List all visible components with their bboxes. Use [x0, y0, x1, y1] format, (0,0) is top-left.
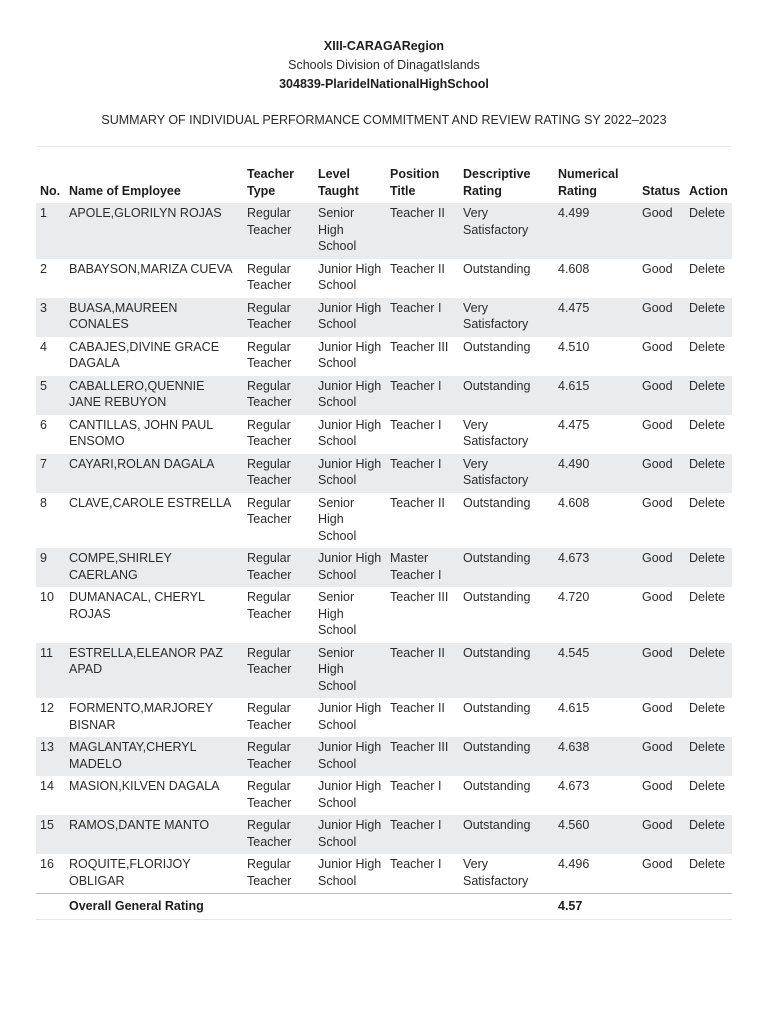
employee-name: FORMENTO,MARJOREY BISNAR: [69, 701, 213, 732]
teacher-type: Regular Teacher: [247, 779, 292, 810]
employee-name: ROQUITE,FLORIJOY OBLIGAR: [69, 857, 191, 888]
row-number: 7: [36, 454, 65, 493]
teacher-type: Regular Teacher: [243, 203, 314, 259]
position-title: Teacher III: [390, 590, 449, 604]
numerical-rating: 4.545: [554, 643, 638, 699]
overall-rating-row: [36, 894, 732, 920]
descriptive-rating: Very Satisfactory: [459, 203, 554, 259]
level-taught: Junior High School: [314, 815, 386, 854]
teacher-type: Regular Teacher: [247, 417, 292, 448]
status-text: Good: [638, 376, 685, 415]
teacher-type: Regular Teacher: [243, 643, 314, 699]
employee-name: CAYARI,ROLAN DAGALA: [65, 454, 243, 493]
descriptive-rating: Very Satisfactory: [459, 298, 554, 337]
table-row: [36, 776, 732, 815]
descriptive-rating: Outstanding: [459, 815, 554, 854]
numerical-rating: 4.608: [558, 495, 590, 510]
row-number: 15: [36, 815, 65, 854]
ipcrf-table: [36, 164, 732, 920]
level-taught: Senior High School: [318, 590, 357, 637]
column-header-action: Action: [689, 183, 728, 198]
table-row: [36, 415, 732, 454]
level-taught: Junior High School: [314, 737, 386, 776]
delete-action[interactable]: Delete: [689, 779, 726, 793]
position-title: Teacher II: [390, 495, 445, 510]
column-header-teacher-type: Teacher Type: [247, 167, 295, 198]
descriptive-rating: Outstanding: [463, 261, 531, 276]
delete-action[interactable]: Delete: [685, 815, 732, 854]
column-header-position-title: Position Title: [390, 167, 440, 198]
teacher-type: Regular Teacher: [247, 261, 292, 292]
level-taught: Junior High School: [314, 298, 386, 337]
table-row: [36, 376, 732, 415]
status-text: Good: [638, 815, 685, 854]
employee-name: ESTRELLA,ELEANOR PAZ APAD: [65, 643, 243, 699]
level-taught: Junior High School: [318, 779, 382, 810]
numerical-rating: 4.475: [554, 298, 638, 337]
table-row: [36, 337, 732, 376]
numerical-rating: 4.475: [558, 417, 590, 432]
status-text: Good: [642, 857, 673, 871]
employee-name: RAMOS,DANTE MANTO: [65, 815, 243, 854]
level-taught: Junior High School: [314, 454, 386, 493]
numerical-rating: 4.720: [558, 590, 590, 604]
table-header-row: [36, 164, 732, 203]
table-row: [36, 298, 732, 337]
row-number: 2: [40, 261, 47, 276]
status-text: Good: [642, 701, 673, 715]
employee-name: MAGLANTAY,CHERYL MADELO: [65, 737, 243, 776]
position-title: Teacher I: [390, 857, 442, 871]
row-number: 10: [40, 590, 54, 604]
region-title: XIII-CARAGARegion: [323, 39, 445, 53]
employee-name: MASION,KILVEN DAGALA: [69, 779, 220, 793]
row-number: 4: [40, 339, 47, 354]
division-title: Schools Division of DinagatIslands: [288, 58, 480, 72]
table-body: [36, 203, 732, 894]
row-number: 1: [36, 203, 65, 259]
descriptive-rating: Outstanding: [459, 737, 554, 776]
delete-action[interactable]: Delete: [685, 643, 732, 699]
level-taught: Senior High School: [314, 643, 386, 699]
status-text: Good: [638, 643, 685, 699]
delete-action[interactable]: Delete: [689, 417, 726, 432]
descriptive-rating: Outstanding: [463, 701, 531, 715]
employee-name: COMPE,SHIRLEY CAERLANG: [65, 548, 243, 587]
position-title: Teacher I: [390, 779, 442, 793]
descriptive-rating: Very Satisfactory: [463, 417, 529, 448]
teacher-type: Regular Teacher: [243, 737, 314, 776]
numerical-rating: 4.496: [558, 857, 590, 871]
descriptive-rating: Outstanding: [463, 590, 531, 604]
teacher-type: Regular Teacher: [247, 701, 292, 732]
column-header-level-taught: Level Taught: [318, 167, 359, 198]
row-number: 13: [36, 737, 65, 776]
teacher-type: Regular Teacher: [247, 339, 292, 370]
delete-action[interactable]: Delete: [685, 203, 732, 259]
position-title: Teacher I: [386, 815, 459, 854]
teacher-type: Regular Teacher: [247, 590, 292, 621]
column-header-no: No.: [40, 183, 61, 198]
row-number: 16: [40, 857, 54, 871]
numerical-rating: 4.673: [554, 548, 638, 587]
delete-action[interactable]: Delete: [685, 548, 732, 587]
table-row: [36, 493, 732, 549]
status-text: Good: [638, 203, 685, 259]
column-header-status: Status: [642, 183, 681, 198]
level-taught: Junior High School: [314, 376, 386, 415]
teacher-type: Regular Teacher: [243, 548, 314, 587]
delete-action[interactable]: Delete: [685, 298, 732, 337]
table-row: [36, 259, 732, 298]
table-row: [36, 815, 732, 854]
position-title: Teacher I: [386, 376, 459, 415]
table-row: [36, 698, 732, 737]
level-taught: Senior High School: [318, 495, 357, 543]
overall-rating-label: Overall General Rating: [65, 894, 243, 920]
teacher-type: Regular Teacher: [243, 454, 314, 493]
teacher-type: Regular Teacher: [247, 857, 292, 888]
position-title: Teacher III: [386, 737, 459, 776]
numerical-rating: 4.673: [558, 779, 590, 793]
level-taught: Junior High School: [318, 857, 382, 888]
numerical-rating: 4.608: [558, 261, 590, 276]
column-header-numerical-rating: Numerical Rating: [558, 167, 619, 198]
teacher-type: Regular Teacher: [243, 298, 314, 337]
column-header-descriptive-rating: Descriptive Rating: [463, 167, 531, 198]
row-number: 3: [36, 298, 65, 337]
delete-action[interactable]: Delete: [685, 737, 732, 776]
descriptive-rating: Outstanding: [459, 643, 554, 699]
position-title: Master Teacher I: [386, 548, 459, 587]
row-number: 5: [36, 376, 65, 415]
delete-action[interactable]: Delete: [689, 339, 726, 354]
status-text: Good: [642, 417, 673, 432]
status-text: Good: [642, 590, 673, 604]
descriptive-rating: Outstanding: [459, 376, 554, 415]
row-number: 8: [40, 495, 47, 510]
level-taught: Junior High School: [318, 261, 382, 292]
footer-spacer: [36, 894, 65, 920]
position-title: Teacher II: [386, 643, 459, 699]
status-text: Good: [638, 298, 685, 337]
table-row: [36, 454, 732, 493]
overall-rating-value: 4.57: [554, 894, 638, 920]
position-title: Teacher II: [386, 203, 459, 259]
employee-name: BUASA,MAUREEN CONALES: [65, 298, 243, 337]
employee-name: CABAJES,DIVINE GRACE DAGALA: [69, 339, 220, 370]
delete-action[interactable]: Delete: [689, 261, 726, 276]
column-header-name: Name of Employee: [69, 183, 181, 198]
level-taught: Junior High School: [318, 339, 382, 370]
employee-name: APOLE,GLORILYN ROJAS: [65, 203, 243, 259]
row-number: 12: [40, 701, 54, 715]
status-text: Good: [642, 495, 673, 510]
level-taught: Junior High School: [318, 417, 382, 448]
level-taught: Junior High School: [314, 548, 386, 587]
employee-name: DUMANACAL, CHERYL ROJAS: [69, 590, 205, 621]
delete-action[interactable]: Delete: [685, 454, 732, 493]
row-number: 14: [40, 779, 54, 793]
delete-action[interactable]: Delete: [689, 590, 726, 604]
teacher-type: Regular Teacher: [243, 815, 314, 854]
position-title: Teacher I: [386, 454, 459, 493]
row-number: 6: [40, 417, 47, 432]
employee-name: BABAYSON,MARIZA CUEVA: [69, 261, 233, 276]
table-row: [36, 737, 732, 776]
descriptive-rating: Outstanding: [463, 779, 531, 793]
table-row: [36, 643, 732, 699]
status-text: Good: [638, 454, 685, 493]
table-row: [36, 548, 732, 587]
numerical-rating: 4.499: [554, 203, 638, 259]
summary-title: SUMMARY OF INDIVIDUAL PERFORMANCE COMMITMENT AND REVIEW RATING SY 2022–2023: [101, 113, 667, 127]
position-title: Teacher II: [390, 261, 445, 276]
row-number: 9: [36, 548, 65, 587]
descriptive-rating: Very Satisfactory: [459, 454, 554, 493]
level-taught: Junior High School: [318, 701, 382, 732]
descriptive-rating: Outstanding: [459, 548, 554, 587]
descriptive-rating: Very Satisfactory: [463, 857, 529, 888]
delete-action[interactable]: Delete: [689, 857, 726, 871]
school-title: 304839-PlaridelNationalHighSchool: [279, 77, 489, 91]
numerical-rating: 4.490: [554, 454, 638, 493]
position-title: Teacher II: [390, 701, 445, 715]
table-row: [36, 854, 732, 894]
numerical-rating: 4.615: [558, 701, 590, 715]
level-taught: Senior High School: [314, 203, 386, 259]
position-title: Teacher I: [390, 417, 442, 432]
status-text: Good: [638, 548, 685, 587]
table-row: [36, 587, 732, 643]
delete-action[interactable]: Delete: [689, 701, 726, 715]
employee-name: CLAVE,CAROLE ESTRELLA: [69, 495, 232, 510]
status-text: Good: [642, 261, 673, 276]
row-number: 11: [36, 643, 65, 699]
employee-name: CABALLERO,QUENNIE JANE REBUYON: [65, 376, 243, 415]
status-text: Good: [638, 737, 685, 776]
status-text: Good: [642, 779, 673, 793]
teacher-type: Regular Teacher: [247, 495, 292, 526]
position-title: Teacher III: [390, 339, 449, 354]
numerical-rating: 4.638: [554, 737, 638, 776]
delete-action[interactable]: Delete: [685, 376, 732, 415]
employee-name: CANTILLAS, JOHN PAUL ENSOMO: [69, 417, 213, 448]
numerical-rating: 4.510: [558, 339, 590, 354]
numerical-rating: 4.560: [554, 815, 638, 854]
table-row: [36, 203, 732, 259]
header-divider: [36, 146, 732, 147]
descriptive-rating: Outstanding: [463, 495, 531, 510]
numerical-rating: 4.615: [554, 376, 638, 415]
position-title: Teacher I: [386, 298, 459, 337]
descriptive-rating: Outstanding: [463, 339, 531, 354]
delete-action[interactable]: Delete: [689, 495, 726, 510]
status-text: Good: [642, 339, 673, 354]
teacher-type: Regular Teacher: [243, 376, 314, 415]
